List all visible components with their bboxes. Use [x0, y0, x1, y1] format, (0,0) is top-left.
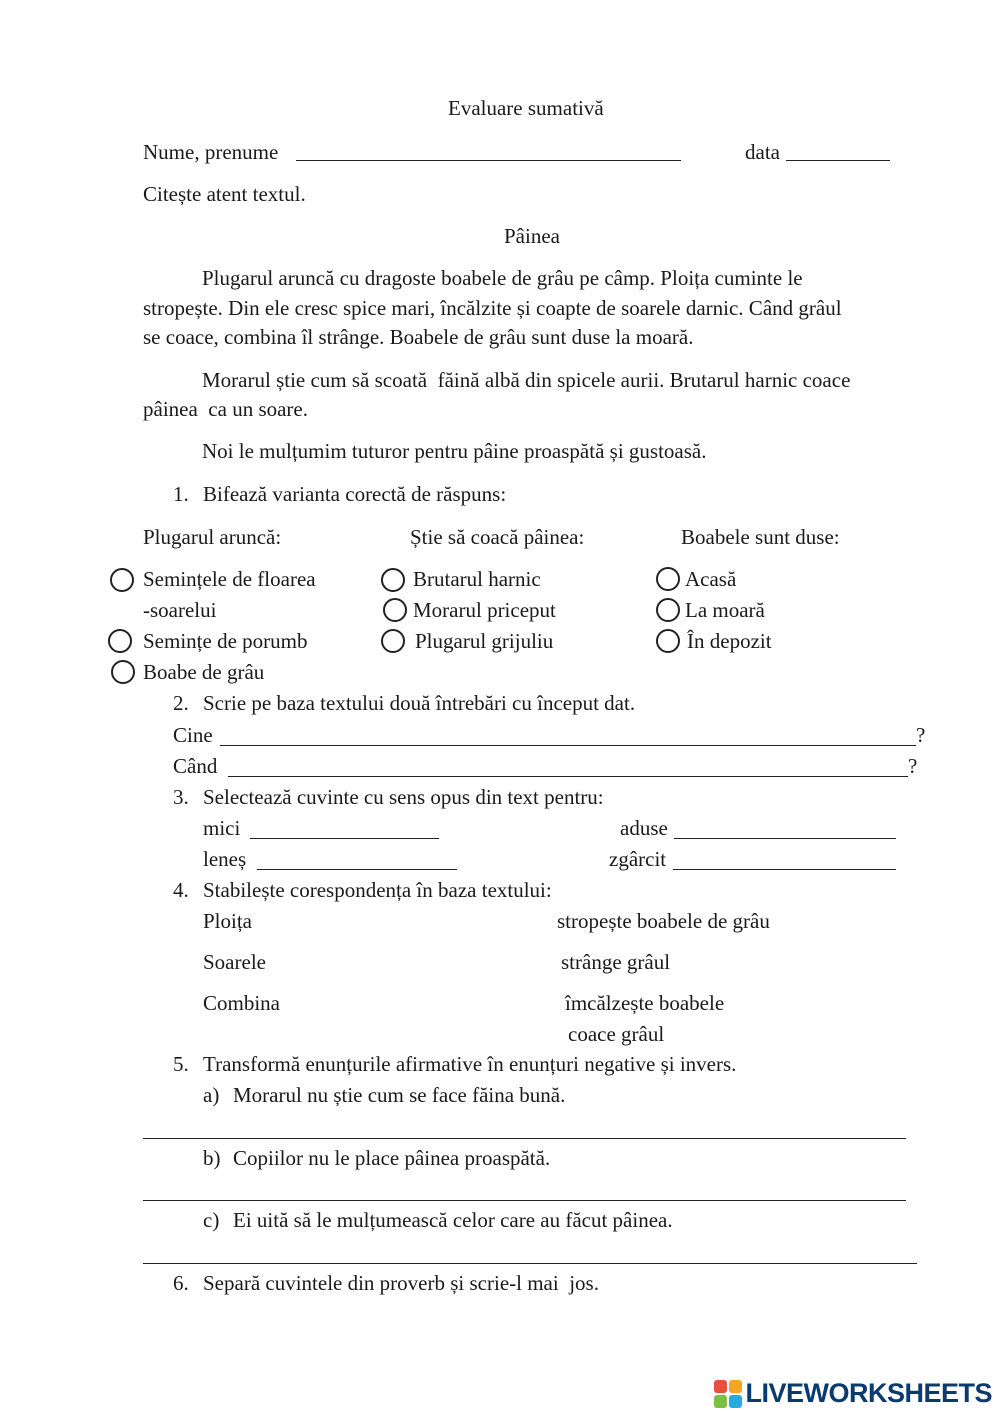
q3-zgarcit-answer-line[interactable] [673, 869, 896, 870]
q1-col3-option2-label: La moară [685, 598, 765, 622]
q1-col3-option1-radio[interactable] [656, 567, 680, 591]
q4-text: Stabilește corespondența în baza textului: [203, 878, 552, 902]
story-paragraph-2-line-1: Morarul știe cum să scoată făină albă din spicele aurii. Brutarul harnic coace [202, 368, 851, 392]
date-input-line[interactable] [786, 160, 890, 161]
q2-line2-qmark: ? [908, 754, 918, 778]
q3-number: 3. [173, 785, 189, 809]
liveworksheets-logo [714, 1378, 992, 1409]
q1-col2-option2-radio[interactable] [383, 598, 407, 622]
q1-col1-option1-line2: -soarelui [143, 598, 217, 622]
q4-right-item-1[interactable]: stropește boabele de grâu [557, 909, 770, 933]
q2-line1-start: Cine [173, 723, 213, 747]
q2-answer1-line[interactable] [220, 745, 916, 746]
q3-mici-answer-line[interactable] [250, 838, 439, 839]
q1-col3-header: Boabele sunt duse: [681, 525, 840, 549]
q6-number: 6. [173, 1271, 189, 1295]
q2-number: 2. [173, 691, 189, 715]
q1-col3-option2-radio[interactable] [656, 598, 680, 622]
q5-text: Transformă enunțurile afirmative în enunțuri negative și invers. [203, 1052, 737, 1076]
logo-square-4 [729, 1395, 742, 1408]
q5-b-answer-line[interactable] [143, 1200, 906, 1201]
logo-square-3 [714, 1395, 727, 1408]
story-title: Pâinea [504, 224, 560, 248]
q1-col1-option3-label: Boabe de grâu [143, 660, 265, 684]
q3-word-mici: mici [203, 816, 241, 840]
liveworksheets-logo-icon [714, 1380, 742, 1408]
q2-answer2-line[interactable] [228, 776, 908, 777]
name-input-line[interactable] [296, 160, 681, 161]
q4-right-item-4[interactable]: coace grâul [568, 1022, 665, 1046]
story-paragraph-1-line-1: Plugarul aruncă cu dragoste boabele de grâu pe câmp. Ploița cuminte le [202, 266, 803, 290]
q5-a-label: a) [203, 1083, 220, 1107]
liveworksheets-logo-text: LIVEWORKSHEETS [745, 1378, 992, 1408]
q3-word-zgarcit: zgârcit [609, 847, 667, 871]
q1-col3-option1-label: Acasă [685, 567, 737, 591]
q5-c-answer-line[interactable] [143, 1263, 917, 1264]
q4-left-item-2[interactable]: Soarele [203, 950, 266, 974]
q1-col2-option3-label: Plugarul grijuliu [415, 629, 554, 653]
q5-a-text: Morarul nu știe cum se face făina bună. [233, 1083, 566, 1107]
q5-number: 5. [173, 1052, 189, 1076]
q1-col2-option3-radio[interactable] [381, 629, 405, 653]
q1-col2-option2-label: Morarul priceput [413, 598, 556, 622]
q4-right-item-2[interactable]: strânge grâul [561, 950, 671, 974]
story-paragraph-2-line-2: pâinea ca un soare. [143, 397, 308, 421]
logo-square-2 [729, 1380, 742, 1393]
q1-col3-option3-radio[interactable] [656, 629, 680, 653]
story-paragraph-1-line-2: stropește. Din ele cresc spice mari, încălzite și coapte de soarele darnic. Când grâul [143, 296, 842, 320]
q4-left-item-3[interactable]: Combina [203, 991, 280, 1015]
story-paragraph-3: Noi le mulțumim tuturor pentru pâine proaspătă și gustoasă. [202, 439, 707, 463]
q3-word-lenes: leneș [203, 847, 247, 871]
q2-line2-start: Când [173, 754, 218, 778]
q1-number: 1. [173, 482, 189, 506]
q3-lenes-answer-line[interactable] [257, 869, 457, 870]
q1-col1-header: Plugarul aruncă: [143, 525, 282, 549]
q1-col2-header: Știe să coacă pâinea: [410, 525, 585, 549]
q1-col3-option3-label: În depozit [687, 629, 772, 653]
q4-left-item-1[interactable]: Ploița [203, 909, 253, 933]
q1-col1-option2-radio[interactable] [108, 629, 132, 653]
date-label: data [745, 140, 780, 164]
q5-a-answer-line[interactable] [143, 1138, 906, 1139]
worksheet-title: Evaluare sumativă [448, 96, 604, 120]
q1-col2-option1-radio[interactable] [381, 568, 405, 592]
q1-col1-option1-line1: Semințele de floarea [143, 567, 316, 591]
q4-right-item-3[interactable]: îmcălzește boabele [565, 991, 725, 1015]
q1-col1-option2-label: Semințe de porumb [143, 629, 308, 653]
q5-b-text: Copiilor nu le place pâinea proaspătă. [233, 1146, 551, 1170]
q1-col1-option3-radio[interactable] [111, 660, 135, 684]
q4-number: 4. [173, 878, 189, 902]
q5-c-text: Ei uită să le mulțumească celor care au făcut pâinea. [233, 1208, 673, 1232]
q1-col2-option1-label: Brutarul harnic [413, 567, 541, 591]
q3-aduse-answer-line[interactable] [674, 838, 896, 839]
read-instruction: Citește atent textul. [143, 182, 306, 206]
q3-word-aduse: aduse [620, 816, 668, 840]
q6-text: Separă cuvintele din proverb și scrie-l mai jos. [203, 1271, 599, 1295]
q2-text: Scrie pe baza textului două întrebări cu început dat. [203, 691, 636, 715]
q1-text: Bifează varianta corectă de răspuns: [203, 482, 507, 506]
name-label: Nume, prenume [143, 140, 279, 164]
q1-col1-option1-radio[interactable] [110, 568, 134, 592]
logo-square-1 [714, 1380, 727, 1393]
q5-c-label: c) [203, 1208, 220, 1232]
q3-text: Selectează cuvinte cu sens opus din text pentru: [203, 785, 604, 809]
story-paragraph-1-line-3: se coace, combina îl strânge. Boabele de grâu sunt duse la moară. [143, 325, 694, 349]
q5-b-label: b) [203, 1146, 221, 1170]
q2-line1-qmark: ? [916, 723, 926, 747]
